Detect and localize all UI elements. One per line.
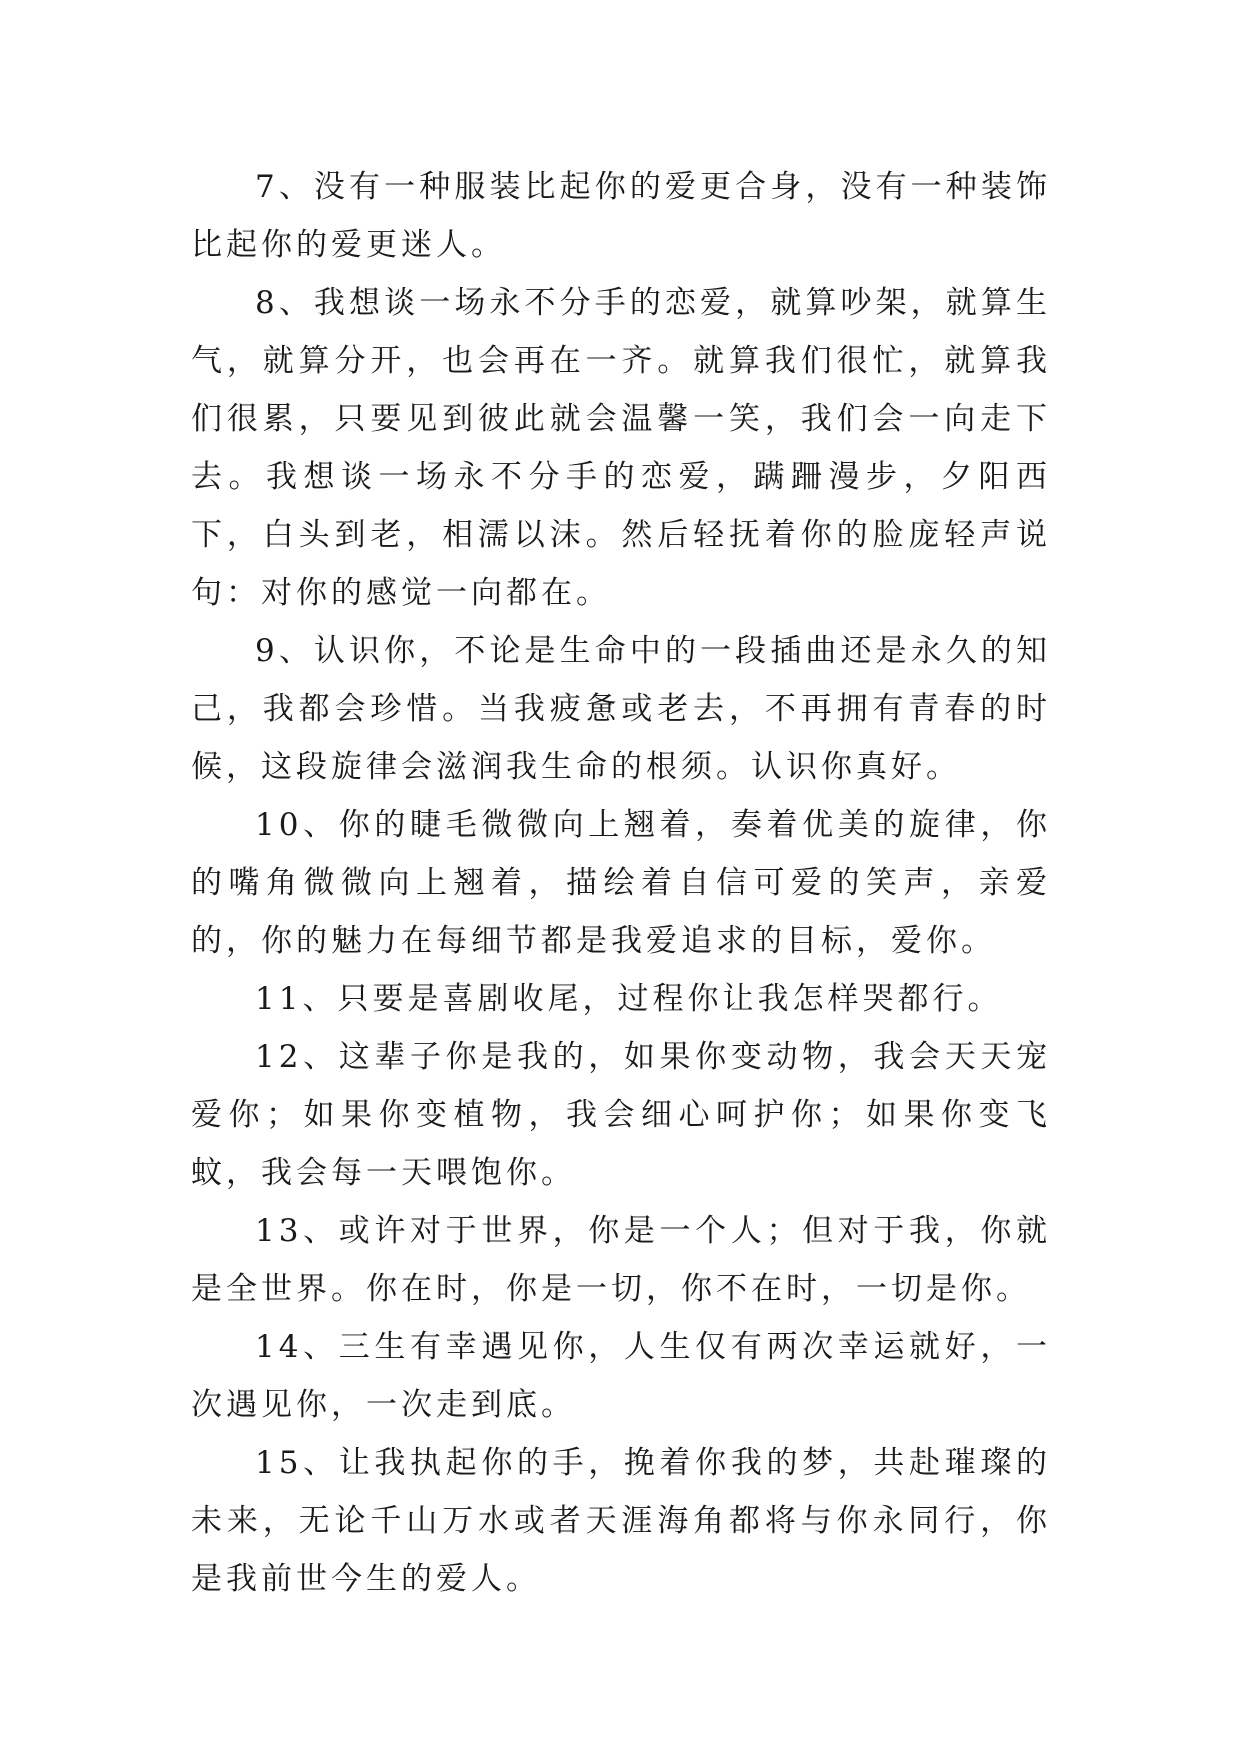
document-body [191, 158, 1051, 1608]
paragraph-7: 7、没有一种服装比起你的爱更合身，没有一种装饰比起你的爱更迷人。 [191, 169, 1051, 263]
paragraph-10: 10、你的睫毛微微向上翘着，奏着优美的旋律，你的嘴角微微向上翘着，描绘着自信可爱的笑声，亲爱的，你的魅力在每细节都是我爱追求的目标，爱你。 [191, 807, 1051, 959]
paragraph-13: 13、或许对于世界，你是一个人；但对于我，你就是全世界。你在时，你是一切，你不在时，一切是你。 [191, 1213, 1051, 1307]
paragraph-15: 15、让我执起你的手，挽着你我的梦，共赴璀璨的未来，无论千山万水或者天涯海角都将与你永同行，你是我前世今生的爱人。 [191, 1445, 1051, 1597]
paragraph-8: 8、我想谈一场永不分手的恋爱，就算吵架，就算生气，就算分开，也会再在一齐。就算我们很忙，就算我们很累，只要见到彼此就会温馨一笑，我们会一向走下去。我想谈一场永不分手的恋爱，蹒跚漫步，夕阳西下，白头到老，相濡以沫。然后轻抚着你的脸庞轻声说句：对你的感觉一向都在。 [191, 285, 1051, 611]
paragraph-9: 9、认识你，不论是生命中的一段插曲还是永久的知己，我都会珍惜。当我疲惫或老去，不再拥有青春的时候，这段旋律会滋润我生命的根须。认识你真好。 [191, 633, 1051, 785]
paragraph-12: 12、这辈子你是我的，如果你变动物，我会天天宠爱你；如果你变植物，我会细心呵护你；如果你变飞蚊，我会每一天喂饱你。 [191, 1039, 1051, 1191]
paragraph-11: 11、只要是喜剧收尾，过程你让我怎样哭都行。 [255, 981, 1003, 1017]
paragraph-14: 14、三生有幸遇见你，人生仅有两次幸运就好，一次遇见你，一次走到底。 [191, 1329, 1051, 1423]
